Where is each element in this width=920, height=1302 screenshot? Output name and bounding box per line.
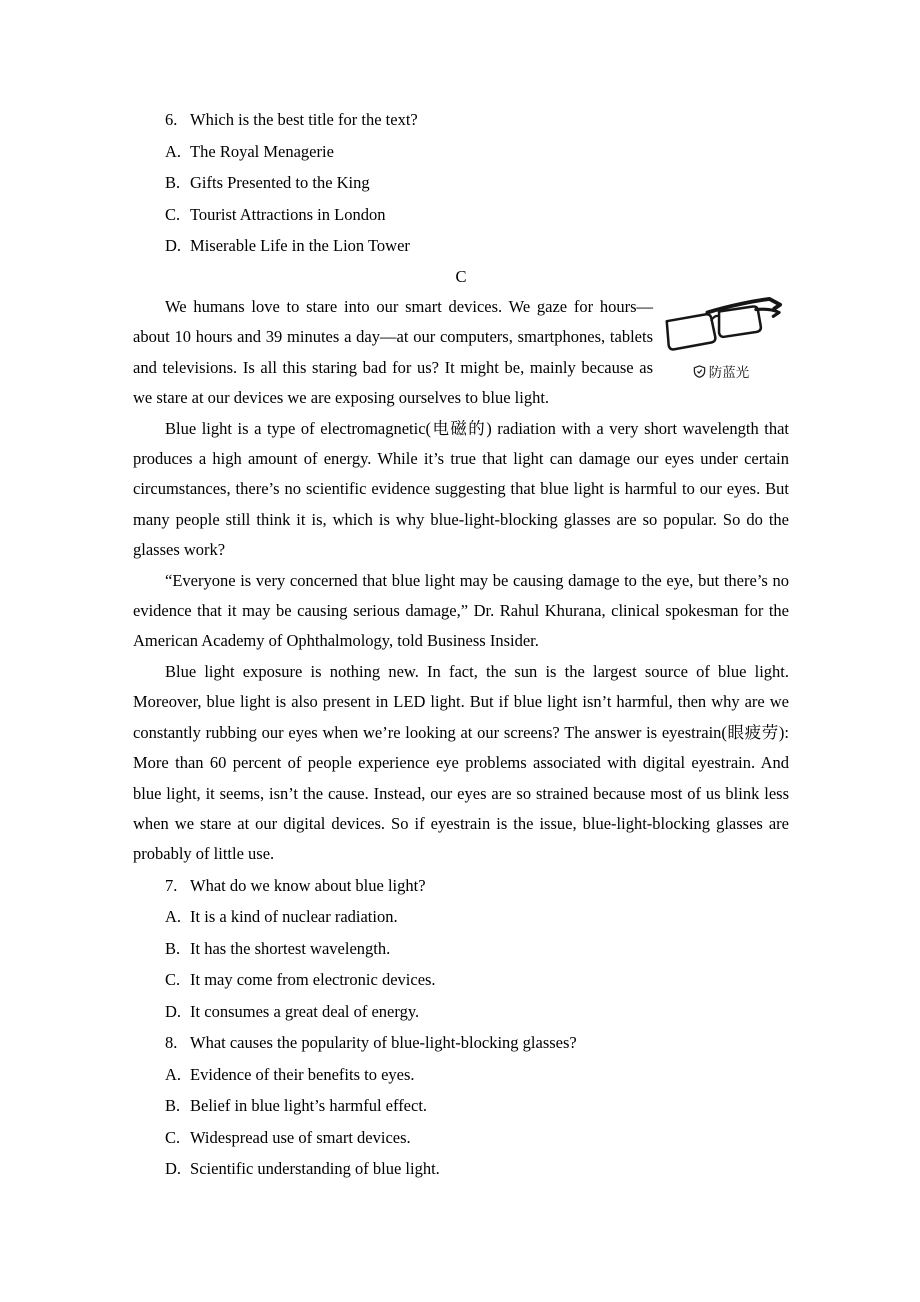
option-text: The Royal Menagerie: [190, 141, 334, 161]
option-text: It consumes a great deal of energy.: [190, 1001, 420, 1021]
question-7-option-a: [165, 901, 789, 933]
question-6-option-b: [165, 167, 789, 199]
option-label: A.: [165, 1064, 182, 1084]
passage-paragraph-1: We humans love to stare into our smart devices. We gaze for hours—about 10 hours and 39 minutes a day—at our computers, smartphones, tablets and televisions. Is all this staring bad for us? It might be, mainly because as we stare at our devices we are exposing ourselves to blue light.: [133, 297, 653, 408]
figure-caption: [653, 361, 789, 381]
option-text: Gifts Presented to the King: [190, 173, 370, 192]
question-6-option-c: [165, 199, 789, 231]
option-text: Tourist Attractions in London: [190, 204, 386, 224]
glasses-image: [655, 296, 787, 358]
question-8-prompt: What causes the popularity of blue-light-blocking glasses?: [190, 1033, 577, 1053]
option-text: It may come from electronic devices.: [190, 970, 436, 990]
question-7-prompt-line: [165, 870, 789, 902]
question-8-option-a: [165, 1059, 789, 1091]
question-8: [165, 1027, 789, 1185]
option-label: C.: [165, 204, 181, 224]
option-text: Widespread use of smart devices.: [190, 1127, 411, 1147]
option-text: It is a kind of nuclear radiation.: [190, 907, 398, 927]
option-text: Belief in blue light’s harmful effect.: [190, 1096, 428, 1116]
question-6: [165, 104, 789, 262]
question-7-option-b: [165, 933, 789, 965]
option-label: D.: [165, 236, 182, 255]
question-8-number: 8.: [165, 1033, 178, 1053]
option-text: Scientific understanding of blue light.: [190, 1159, 440, 1179]
option-label: A.: [165, 141, 182, 161]
option-label: D.: [165, 1159, 182, 1179]
question-6-prompt-line: [165, 104, 789, 136]
question-7: [165, 870, 789, 1028]
passage-paragraph-2: Blue light is a type of electromagnetic(电磁的) radiation with a very short wavelength that produces a high amount of energy. While it’s true that light can damage our eyes under certain circumstances, there’s no scientific evidence suggesting that blue light is harmful to our eyes. But many people still think it is, which is why blue-light-blocking glasses are so popular. So do the glasses work?: [133, 418, 789, 560]
option-label: B.: [165, 1096, 181, 1116]
option-label: C.: [165, 1127, 181, 1147]
option-label: D.: [165, 1001, 182, 1021]
option-label: B.: [165, 173, 181, 192]
question-7-number: 7.: [165, 875, 178, 895]
question-7-option-c: [165, 964, 789, 996]
question-8-option-b: [165, 1090, 789, 1122]
option-label: C.: [165, 970, 181, 990]
option-label: A.: [165, 907, 182, 927]
option-label: B.: [165, 938, 181, 958]
passage-paragraph-3: “Everyone is very concerned that blue light may be causing damage to the eye, but there’s no evidence that it may be causing serious damage,” Dr. Rahul Khurana, clinical spokesman for the American Academy of Ophthalmology, told Business Insider.: [133, 570, 789, 651]
passage-paragraph-4: Blue light exposure is nothing new. In fact, the sun is the largest source of blue light. Moreover, blue light is also present in LED light. But if blue light isn’t harmful, then why are we constantly rubbing our eyes when we’re looking at our screens? The answer is eyestrain(眼疲劳): More than 60 percent of people experience eye problems associated with digital eyestrain. And blue light, it seems, isn’t the cause. Instead, our eyes are so strained because most of us blink less when we stare at our digital devices. So if eyestrain is the issue, blue-light-blocking glasses are probably of little use.: [133, 661, 789, 864]
question-6-number: 6.: [165, 110, 178, 129]
passage: [133, 292, 789, 870]
question-8-option-c: [165, 1122, 789, 1154]
question-8-prompt-line: [165, 1027, 789, 1059]
option-text: It has the shortest wavelength.: [190, 938, 391, 958]
passage-section-label: C: [455, 266, 467, 286]
question-6-prompt: Which is the best title for the text?: [190, 110, 418, 129]
question-6-option-d: [165, 230, 789, 262]
glasses-figure: [653, 296, 789, 381]
question-7-option-d: [165, 996, 789, 1028]
option-text: Evidence of their benefits to eyes.: [190, 1064, 415, 1084]
figure-caption-text: 防蓝光: [708, 365, 750, 381]
option-text: Miserable Life in the Lion Tower: [190, 236, 410, 255]
question-8-option-d: [165, 1153, 789, 1185]
shield-icon: [693, 365, 706, 378]
question-7-prompt: What do we know about blue light?: [190, 875, 426, 895]
question-6-option-a: [165, 136, 789, 168]
